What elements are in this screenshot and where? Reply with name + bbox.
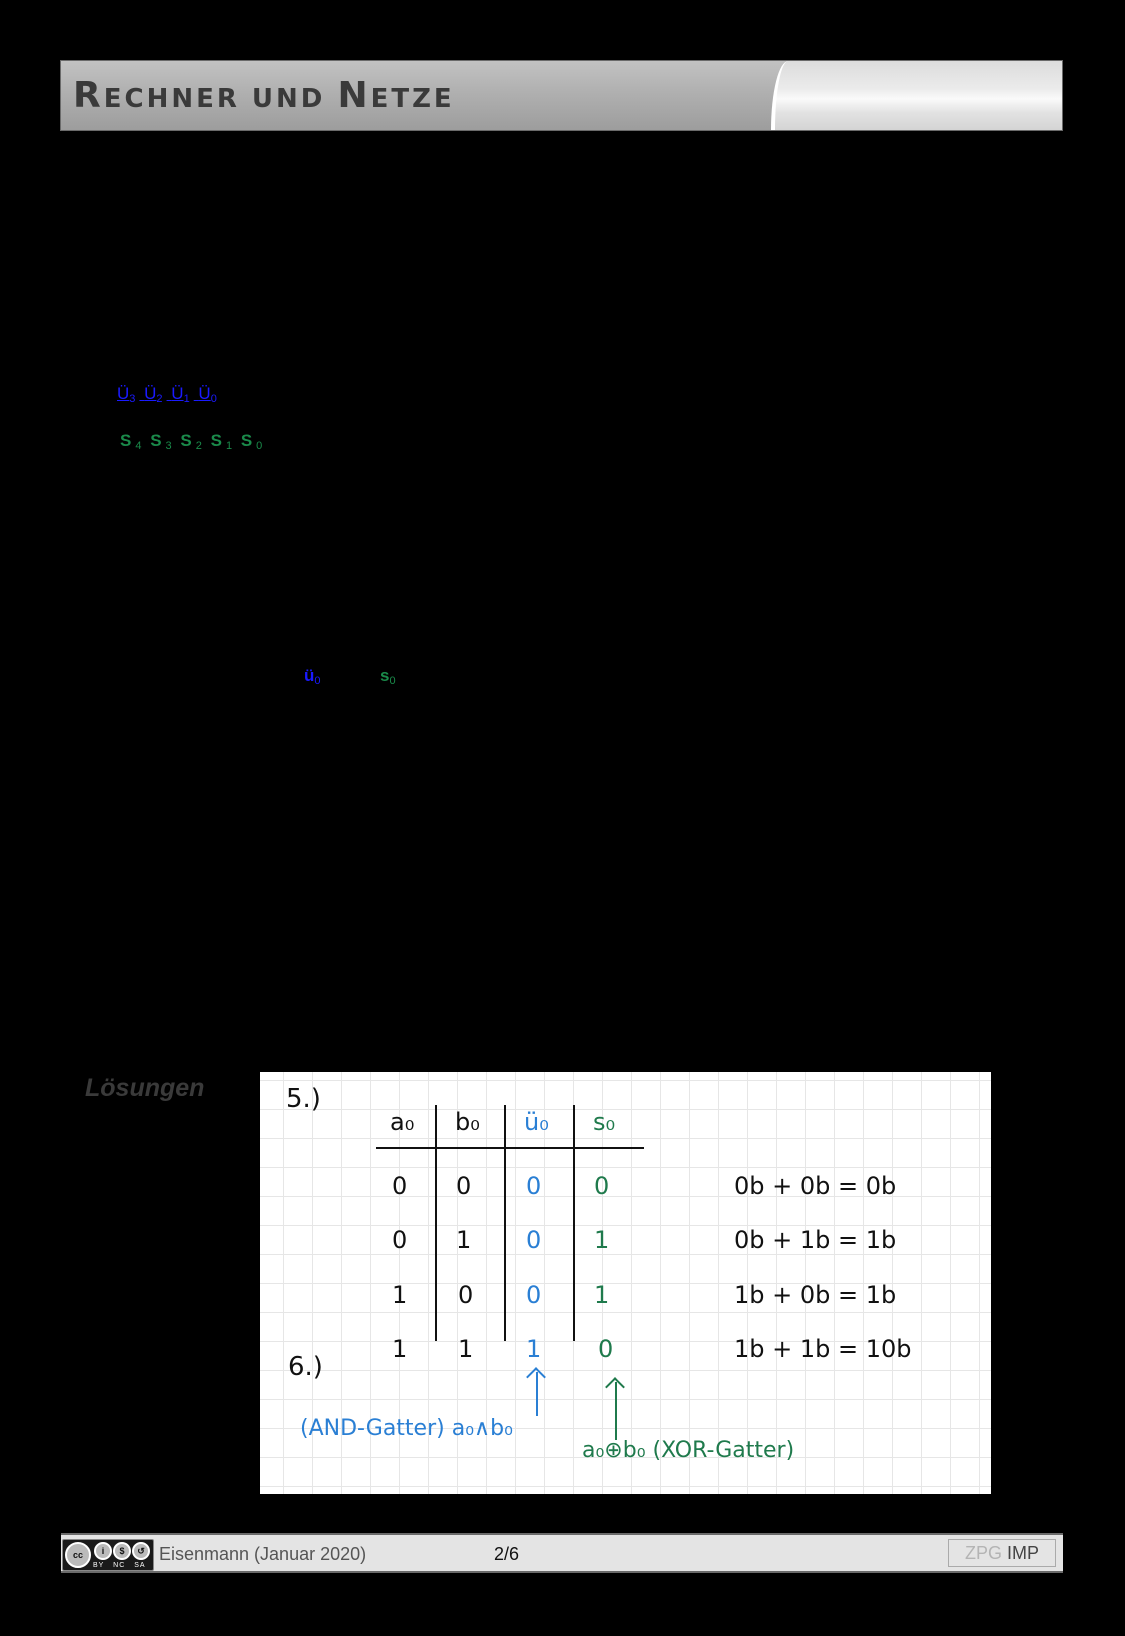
cell-b0: 0	[458, 1281, 474, 1309]
carry-label-1[interactable]	[171, 384, 189, 403]
sum-base: S	[210, 431, 222, 450]
carry-formula: (AND-Gatter) a₀∧b₀	[300, 1416, 513, 1441]
table-header-divider	[376, 1147, 644, 1149]
carry-label-0[interactable]	[198, 384, 216, 403]
carry-index: 3	[129, 393, 136, 405]
cell-a0: 0	[392, 1172, 408, 1200]
carry-output-base: ü	[304, 666, 315, 685]
license-labels: BY NC SA	[93, 1562, 146, 1569]
sum-output-base: s	[380, 666, 390, 685]
task-5-label: 5.)	[286, 1084, 321, 1114]
carry-base: Ü	[171, 384, 184, 403]
zpg-imp-logo	[948, 1539, 1056, 1567]
page-header	[60, 60, 1063, 131]
cell-sum: 0	[598, 1335, 614, 1363]
sum-label-2	[180, 431, 201, 450]
author-date: Eisenmann (Januar 2020)	[159, 1544, 367, 1564]
sharealike-icon: ↺	[132, 1542, 150, 1560]
sum-base: S	[120, 431, 132, 450]
cell-b0: 1	[456, 1226, 472, 1254]
sum-base: S	[180, 431, 192, 450]
task-6-label: 6.)	[288, 1352, 323, 1382]
table-column-divider	[573, 1105, 575, 1341]
cell-sum: 0	[594, 1172, 610, 1200]
sum-index: 4	[135, 440, 142, 452]
table-header-carry: ü₀	[524, 1108, 549, 1136]
sum-label-1	[211, 431, 232, 450]
cell-carry: 0	[526, 1281, 542, 1309]
sum-index: 2	[195, 440, 202, 452]
brand-imp: IMP	[1007, 1543, 1040, 1563]
cell-carry: 1	[526, 1335, 542, 1363]
sum-label-3	[150, 431, 171, 450]
title-part-2: ETZE	[370, 84, 455, 114]
carry-label-3[interactable]	[117, 384, 135, 403]
carry-label-2[interactable]	[144, 384, 162, 403]
cc-license-badge	[62, 1539, 154, 1571]
attribution-icon: i	[94, 1542, 112, 1560]
solutions-heading: Lösungen	[85, 1074, 205, 1102]
page-title	[73, 75, 455, 116]
cc-icon: cc	[65, 1542, 91, 1568]
header-gloss	[771, 61, 1063, 130]
page-footer	[61, 1533, 1063, 1573]
carry-index: 2	[156, 393, 163, 405]
carry-index: 0	[210, 393, 217, 405]
sum-label-0	[241, 431, 262, 450]
solution-image	[260, 1072, 991, 1494]
sum-output-index: 0	[389, 675, 396, 687]
half-adder-carry-output	[304, 666, 321, 687]
cell-sum: 1	[594, 1226, 610, 1254]
carry-labels-row[interactable]	[117, 384, 221, 405]
title-initial-r: R	[73, 75, 104, 116]
carry-base: Ü	[198, 384, 211, 403]
sum-labels-row	[120, 431, 266, 452]
arrow-up-icon	[615, 1382, 617, 1440]
sum-formula: a₀⊕b₀ (XOR-Gatter)	[582, 1438, 795, 1463]
table-header-sum: s₀	[593, 1108, 616, 1136]
cell-sum: 1	[594, 1281, 610, 1309]
equation-row: 0b + 1b = 1b	[734, 1226, 897, 1254]
sum-base: S	[150, 431, 162, 450]
carry-index: 1	[183, 393, 190, 405]
arrow-up-icon	[536, 1372, 538, 1416]
sum-index: 0	[256, 440, 263, 452]
equation-row: 1b + 0b = 1b	[734, 1281, 897, 1309]
half-adder-sum-output	[380, 666, 396, 687]
cell-a0: 1	[392, 1335, 408, 1363]
page-number: 2/6	[494, 1544, 520, 1564]
sum-label-4	[120, 431, 141, 450]
cell-a0: 1	[392, 1281, 408, 1309]
table-header-b0: b₀	[455, 1108, 480, 1136]
title-initial-n: N	[337, 75, 371, 116]
title-part-1: ECHNER UND	[103, 84, 338, 114]
table-column-divider	[435, 1105, 437, 1341]
noncommercial-icon: $	[113, 1542, 131, 1560]
equation-row: 0b + 0b = 0b	[734, 1172, 897, 1200]
carry-base: Ü	[144, 384, 157, 403]
carry-output-index: 0	[314, 675, 321, 687]
cell-a0: 0	[392, 1226, 408, 1254]
sum-base: S	[240, 431, 253, 450]
brand-zpg: ZPG	[964, 1543, 1002, 1563]
equation-row: 1b + 1b = 10b	[734, 1335, 912, 1363]
sum-index: 1	[225, 440, 233, 452]
table-column-divider	[504, 1105, 506, 1341]
cell-carry: 0	[526, 1172, 542, 1200]
carry-base: Ü	[117, 384, 130, 403]
cell-carry: 0	[526, 1226, 542, 1254]
table-header-a0: a₀	[390, 1108, 415, 1136]
cell-b0: 0	[456, 1172, 472, 1200]
sum-index: 3	[165, 440, 172, 452]
cell-b0: 1	[458, 1335, 474, 1363]
